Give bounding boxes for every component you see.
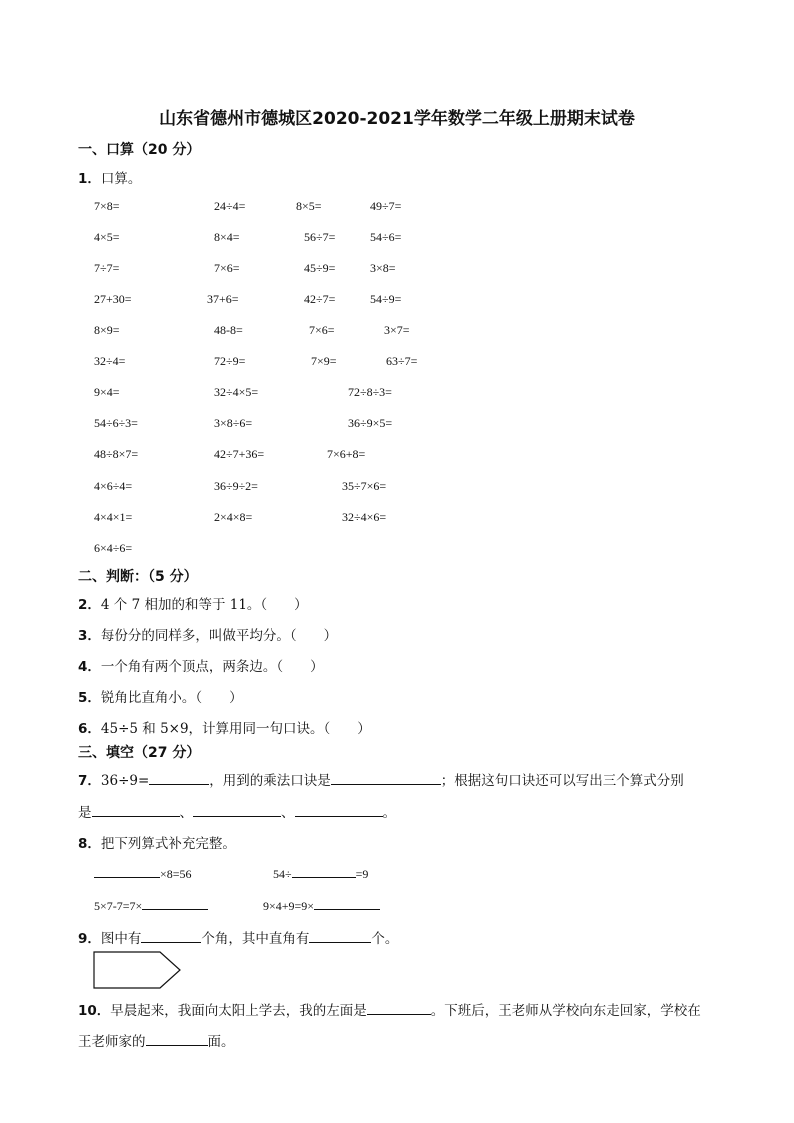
calc-item: 36÷9÷2= xyxy=(214,479,258,493)
calc-item: 7×9= xyxy=(311,354,337,368)
calc-item: 37+6= xyxy=(207,292,239,306)
answer-blank[interactable] xyxy=(314,896,380,910)
calc-item: 7÷7= xyxy=(94,261,120,275)
answer-blank[interactable] xyxy=(94,864,160,878)
question-9 xyxy=(78,927,398,947)
calc-item: 7×6= xyxy=(309,323,335,337)
question-text: 45÷5 和 5×9，计算用同一句口诀。（ ） xyxy=(100,721,371,737)
calc-item: 63÷7= xyxy=(386,354,418,368)
calc-item: 4×5= xyxy=(94,230,120,244)
question-1 xyxy=(78,167,141,187)
question-number: 1． xyxy=(78,171,101,187)
fill-expression xyxy=(263,896,380,914)
calc-item: 48÷8×7= xyxy=(94,447,139,461)
question-text: 、 xyxy=(179,805,193,821)
question-8 xyxy=(78,832,236,852)
calc-item: 6×4÷6= xyxy=(94,541,133,555)
section-heading-2: 二、判断：（5 分） xyxy=(78,569,198,585)
question-text: 个角，其中直角有 xyxy=(201,931,310,947)
calc-item: 24÷4= xyxy=(214,199,246,213)
question-number: 8． xyxy=(78,836,101,852)
calc-item: 32÷4×5= xyxy=(214,385,259,399)
answer-blank[interactable] xyxy=(367,1001,431,1015)
question-number: 2． xyxy=(78,597,101,613)
question-text: ；根据这句口诀还可以写出三个算式分别 xyxy=(440,773,684,789)
calc-item: 42÷7= xyxy=(304,292,336,306)
calc-item: 54÷6= xyxy=(370,230,402,244)
question-7-line-1 xyxy=(78,769,684,789)
question-text: 。 xyxy=(382,805,396,821)
answer-blank[interactable] xyxy=(142,896,208,910)
calc-item: 54÷9= xyxy=(370,292,402,306)
expression-text: 9×4+9=9× xyxy=(263,899,315,913)
question-number: 5． xyxy=(78,690,101,706)
page-title: 山东省德州市德城区2020-2021学年数学二年级上册期末试卷 xyxy=(159,109,635,129)
answer-blank[interactable] xyxy=(141,929,201,943)
question-text: 口算。 xyxy=(100,171,142,187)
answer-blank[interactable] xyxy=(146,1032,208,1046)
answer-blank[interactable] xyxy=(309,929,371,943)
question-number: 10． xyxy=(78,1003,111,1019)
expression-text: 5×7-7=7× xyxy=(94,899,143,913)
answer-blank[interactable] xyxy=(193,803,281,817)
question-number: 9． xyxy=(78,931,101,947)
calc-item: 36÷9×5= xyxy=(348,416,393,430)
calc-item: 9×4= xyxy=(94,385,120,399)
question-number: 4． xyxy=(78,659,101,675)
question-text: 是 xyxy=(78,805,92,821)
calc-item: 32÷4= xyxy=(94,354,126,368)
calc-item: 54÷6÷3= xyxy=(94,416,138,430)
question-7-line-2 xyxy=(78,801,396,821)
calc-item: 45÷9= xyxy=(304,261,336,275)
judge-question xyxy=(78,686,243,706)
question-text: 面。 xyxy=(207,1034,235,1050)
calc-item: 32÷4×6= xyxy=(342,510,387,524)
question-text: 4 个 7 相加的和等于 11。（ ） xyxy=(100,597,308,613)
calc-item: 8×5= xyxy=(296,199,322,213)
answer-blank[interactable] xyxy=(295,803,383,817)
calc-item: 48-8= xyxy=(214,323,243,337)
question-10-line-2 xyxy=(78,1030,235,1050)
expression-text: =9 xyxy=(355,867,369,881)
expression-text: 54÷ xyxy=(273,867,292,881)
calc-item: 8×4= xyxy=(214,230,240,244)
judge-question xyxy=(78,717,371,737)
calc-item: 8×9= xyxy=(94,323,120,337)
fill-expression xyxy=(94,864,192,882)
question-text: 把下列算式补充完整。 xyxy=(100,836,236,852)
calc-item: 72÷9= xyxy=(214,354,246,368)
question-10-line-1 xyxy=(78,999,701,1019)
question-text: 图中有 xyxy=(100,931,142,947)
question-text: ，用到的乘法口诀是 xyxy=(209,773,331,789)
section-heading-1: 一、口算（20 分） xyxy=(78,142,201,158)
fill-expression xyxy=(273,864,368,882)
question-text: 王老师家的 xyxy=(78,1034,146,1050)
pentagon-figure xyxy=(92,950,184,990)
judge-question xyxy=(78,593,308,613)
question-text: 每份分的同样多，叫做平均分。（ ） xyxy=(100,628,338,644)
calc-item: 3×8= xyxy=(370,261,396,275)
question-number: 6． xyxy=(78,721,101,737)
fill-expression xyxy=(94,896,208,914)
question-text: 。下班后，王老师从学校向东走回家，学校在 xyxy=(430,1003,701,1019)
answer-blank[interactable] xyxy=(292,864,356,878)
calc-item: 7×8= xyxy=(94,199,120,213)
question-number: 7． xyxy=(78,773,101,789)
calc-item: 27+30= xyxy=(94,292,132,306)
answer-blank[interactable] xyxy=(92,803,180,817)
question-text: 锐角比直角小。（ ） xyxy=(100,690,243,706)
calc-item: 3×8÷6= xyxy=(214,416,253,430)
calc-item: 4×4×1= xyxy=(94,510,133,524)
question-text: 36÷9= xyxy=(100,773,150,789)
calc-item: 42÷7+36= xyxy=(214,447,265,461)
section-heading-3: 三、填空（27 分） xyxy=(78,745,201,761)
calc-item: 2×4×8= xyxy=(214,510,253,524)
calc-item: 7×6+8= xyxy=(327,447,366,461)
calc-item: 35÷7×6= xyxy=(342,479,387,493)
expression-text: ×8=56 xyxy=(160,867,192,881)
calc-item: 4×6÷4= xyxy=(94,479,133,493)
question-number: 3． xyxy=(78,628,101,644)
calc-item: 72÷8÷3= xyxy=(348,385,392,399)
question-text: 早晨起来，我面向太阳上学去，我的左面是 xyxy=(110,1003,367,1019)
calc-item: 7×6= xyxy=(214,261,240,275)
answer-blank[interactable] xyxy=(149,771,209,785)
calc-item: 56÷7= xyxy=(304,230,336,244)
calc-item: 49÷7= xyxy=(370,199,402,213)
question-text: 一个角有两个顶点，两条边。（ ） xyxy=(100,659,324,675)
question-text: 个。 xyxy=(371,931,399,947)
answer-blank[interactable] xyxy=(331,771,441,785)
question-text: 、 xyxy=(281,805,295,821)
judge-question xyxy=(78,624,337,644)
calc-item: 3×7= xyxy=(384,323,410,337)
judge-question xyxy=(78,655,324,675)
